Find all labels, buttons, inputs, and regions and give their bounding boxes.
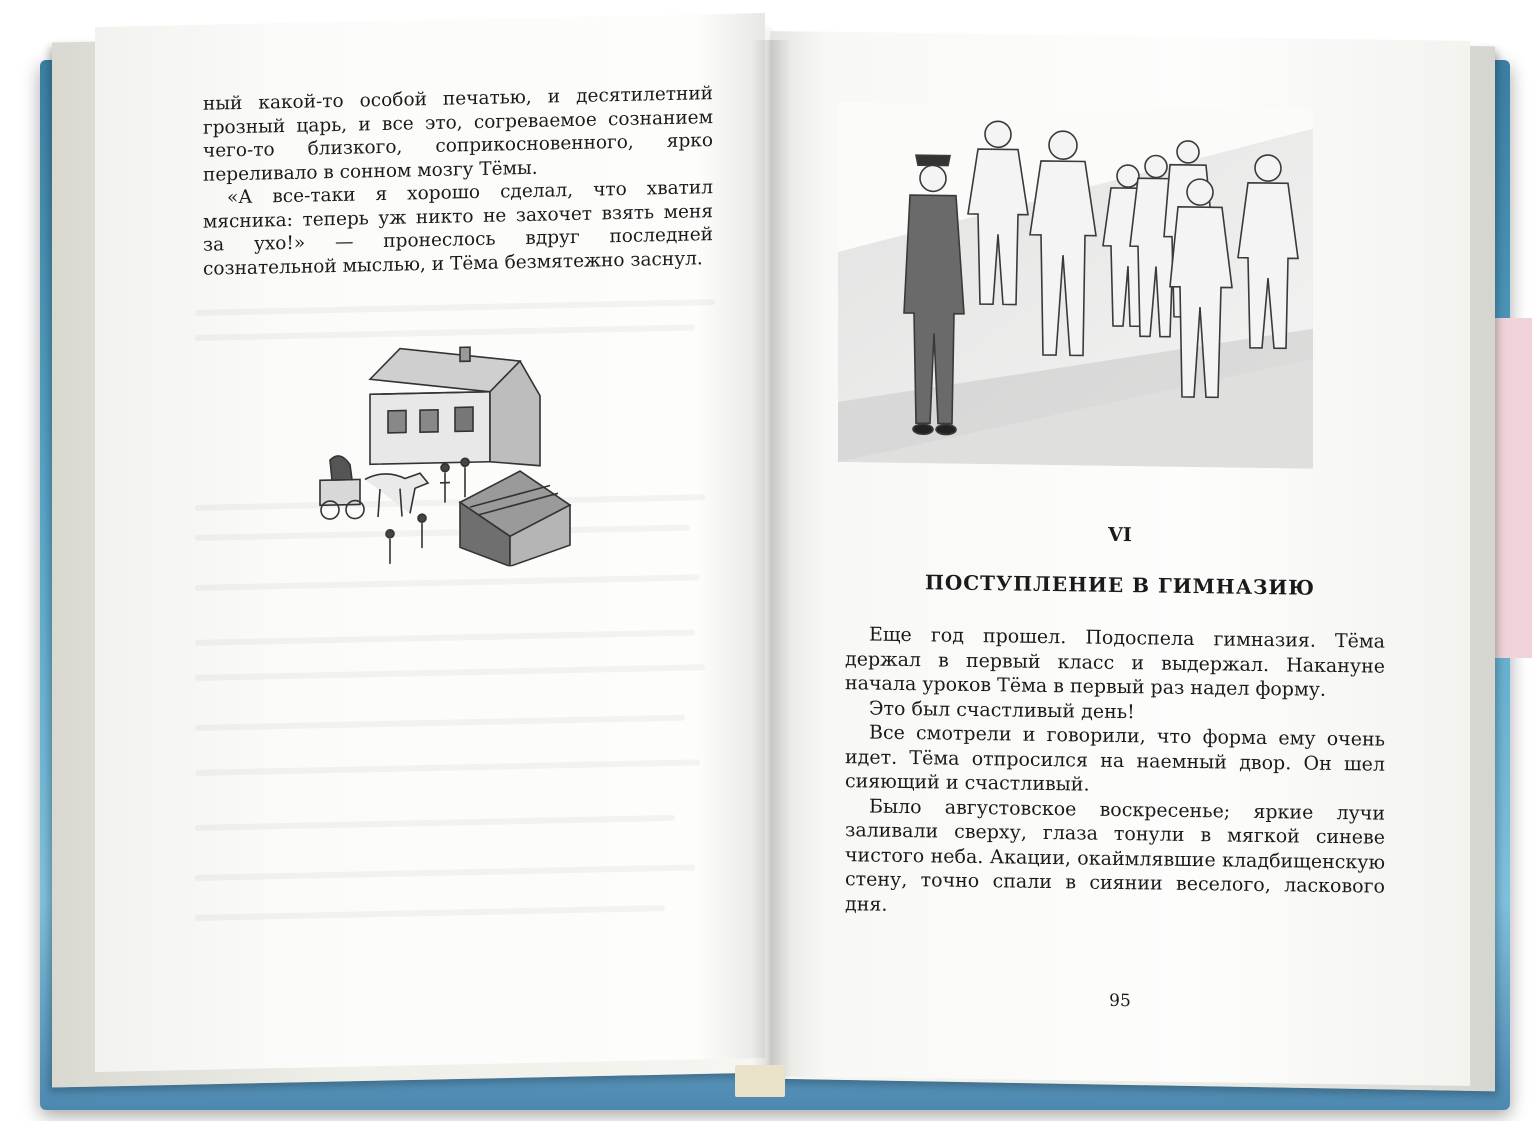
- page-number: 95: [1109, 990, 1131, 1012]
- chapter-number: VI: [1108, 523, 1132, 547]
- right-paragraph: Было августовское воскресенье; яркие лучи заливали сверху, глаза тонули в мягкой синеве чистого неба. Акации, окаймлявшие кладбищенскую стену, точно спали в сиянии веселого, ласкового дня.: [845, 794, 1385, 916]
- chapter-title: ПОСТУПЛЕНИЕ В ГИМНАЗИЮ: [924, 570, 1316, 600]
- bookmark-ribbon: [735, 1065, 785, 1097]
- show-through-lines: [95, 13, 765, 27]
- right-paragraph: Еще год прошел. Подоспела гимназия. Тёма держал в первый класс и выдержал. Накануне начала уроков Тёма в первый раз надел форму.: [845, 623, 1385, 701]
- right-page: [770, 31, 1470, 1086]
- book-spine-shadow: [752, 40, 792, 1080]
- boys-illustration: [838, 102, 1313, 469]
- left-paragraph: «А все-таки я хорошо сделал, что хватил мясника: теперь уж никто не захочет взять меня за ухо!» — пронеслось вдруг последней сознательной мыслью, и Тёма безмятежно заснул.: [203, 177, 713, 280]
- right-paragraph: Это был счастливый день!: [869, 696, 1135, 723]
- left-page: [95, 13, 765, 1072]
- left-paragraph: ный какой-то особой печатью, и десятилетний грозный царь, и все это, согреваемое сознанием чего-то близкого, соприкосновенного, ярко переливало в сонном мозгу Тёмы.: [203, 83, 713, 186]
- village-illustration: [310, 335, 580, 571]
- left-page-text: [203, 82, 713, 281]
- right-page-text: [845, 622, 1385, 924]
- right-paragraph: Все смотрели и говорили, что форма ему очень идет. Тёма отпросился на наемный двор. Он шел сияющий и счастливый.: [845, 721, 1385, 796]
